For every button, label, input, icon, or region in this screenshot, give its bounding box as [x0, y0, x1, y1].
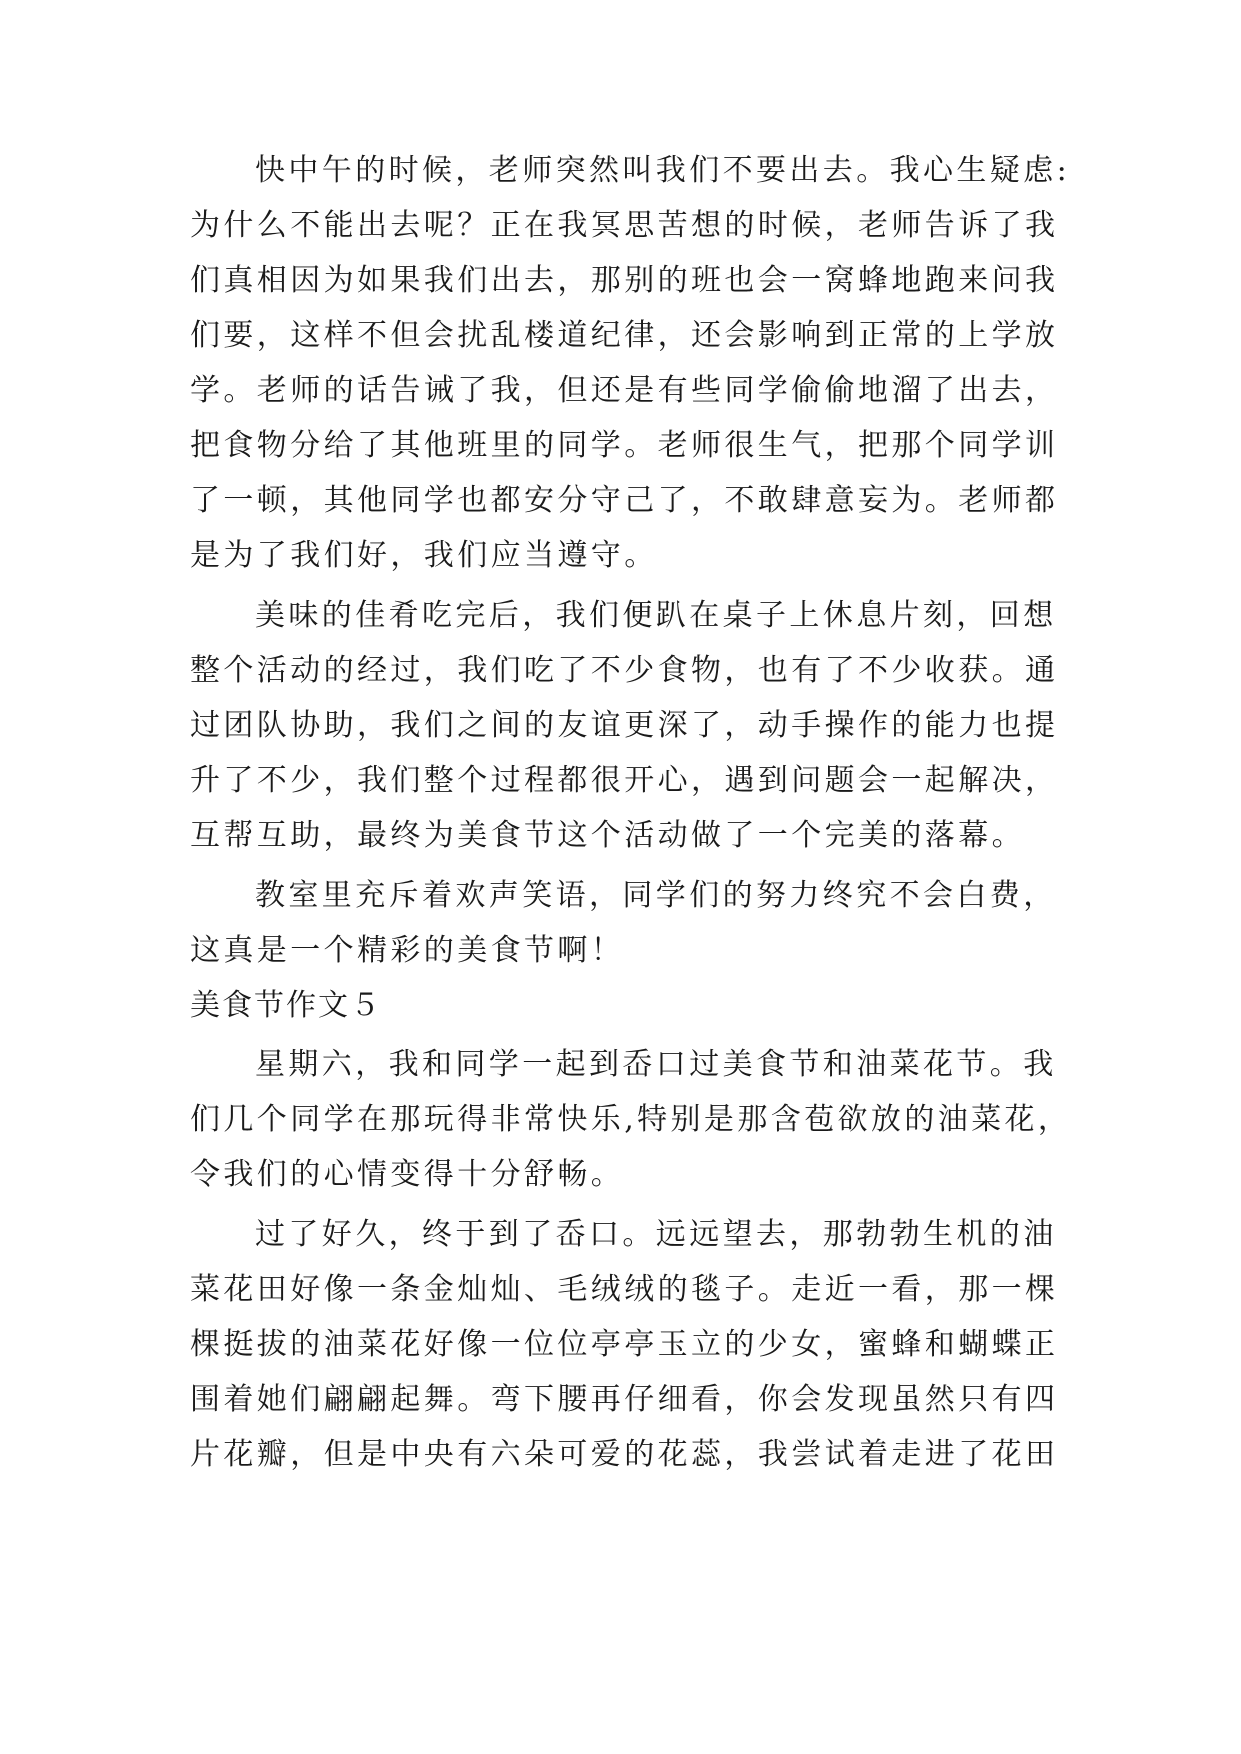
- text-line: 菜花田好像一条金灿灿、毛绒绒的毯子。走近一看，那一棵: [190, 1272, 1059, 1307]
- text-line: 美味的佳肴吃完后，我们便趴在桌子上休息片刻，回想: [255, 598, 1057, 633]
- text-line: 围着她们翩翩起舞。弯下腰再仔细看，你会发现虽然只有四: [190, 1382, 1059, 1417]
- text-line: 星期六，我和同学一起到岙口过美食节和油菜花节。我: [255, 1047, 1057, 1082]
- section-heading: 美食节作文５: [190, 988, 382, 1023]
- text-line: 把食物分给了其他班里的同学。老师很生气，把那个同学训: [190, 428, 1059, 463]
- text-line: 们要，这样不但会扰乱楼道纪律，还会影响到正常的上学放: [190, 318, 1059, 353]
- text-line: 令我们的心情变得十分舒畅。: [190, 1157, 625, 1192]
- text-line: 过了好久，终于到了岙口。远远望去，那勃勃生机的油: [255, 1217, 1057, 1252]
- text-line: 为什么不能出去呢？正在我冥思苦想的时候，老师告诉了我: [190, 208, 1059, 243]
- text-line: 是为了我们好，我们应当遵守。: [190, 538, 658, 573]
- text-line: 学。老师的话告诫了我，但还是有些同学偷偷地溜了出去，: [190, 373, 1059, 408]
- text-line: 快中午的时候，老师突然叫我们不要出去。我心生疑虑:: [255, 153, 1071, 188]
- text-line: 这真是一个精彩的美食节啊！: [190, 933, 625, 968]
- text-line: 们真相因为如果我们出去，那别的班也会一窝蜂地跑来问我: [190, 263, 1059, 298]
- text-line: 整个活动的经过，我们吃了不少食物，也有了不少收获。通: [190, 653, 1059, 688]
- text-line: 了一顿，其他同学也都安分守己了，不敢肆意妄为。老师都: [190, 483, 1059, 518]
- text-line: 互帮互助，最终为美食节这个活动做了一个完美的落幕。: [190, 818, 1025, 853]
- text-line: 过团队协助，我们之间的友谊更深了，动手操作的能力也提: [190, 708, 1059, 743]
- text-line: 们几个同学在那玩得非常快乐,特别是那含苞欲放的油菜花，: [190, 1102, 1072, 1137]
- text-line: 棵挺拔的油菜花好像一位位亭亭玉立的少女，蜜蜂和蝴蝶正: [190, 1327, 1059, 1362]
- text-line: 片花瓣，但是中央有六朵可爱的花蕊，我尝试着走进了花田: [190, 1437, 1059, 1472]
- text-line: 升了不少，我们整个过程都很开心，遇到问题会一起解决，: [190, 763, 1059, 798]
- text-line: 教室里充斥着欢声笑语，同学们的努力终究不会白费，: [255, 878, 1057, 913]
